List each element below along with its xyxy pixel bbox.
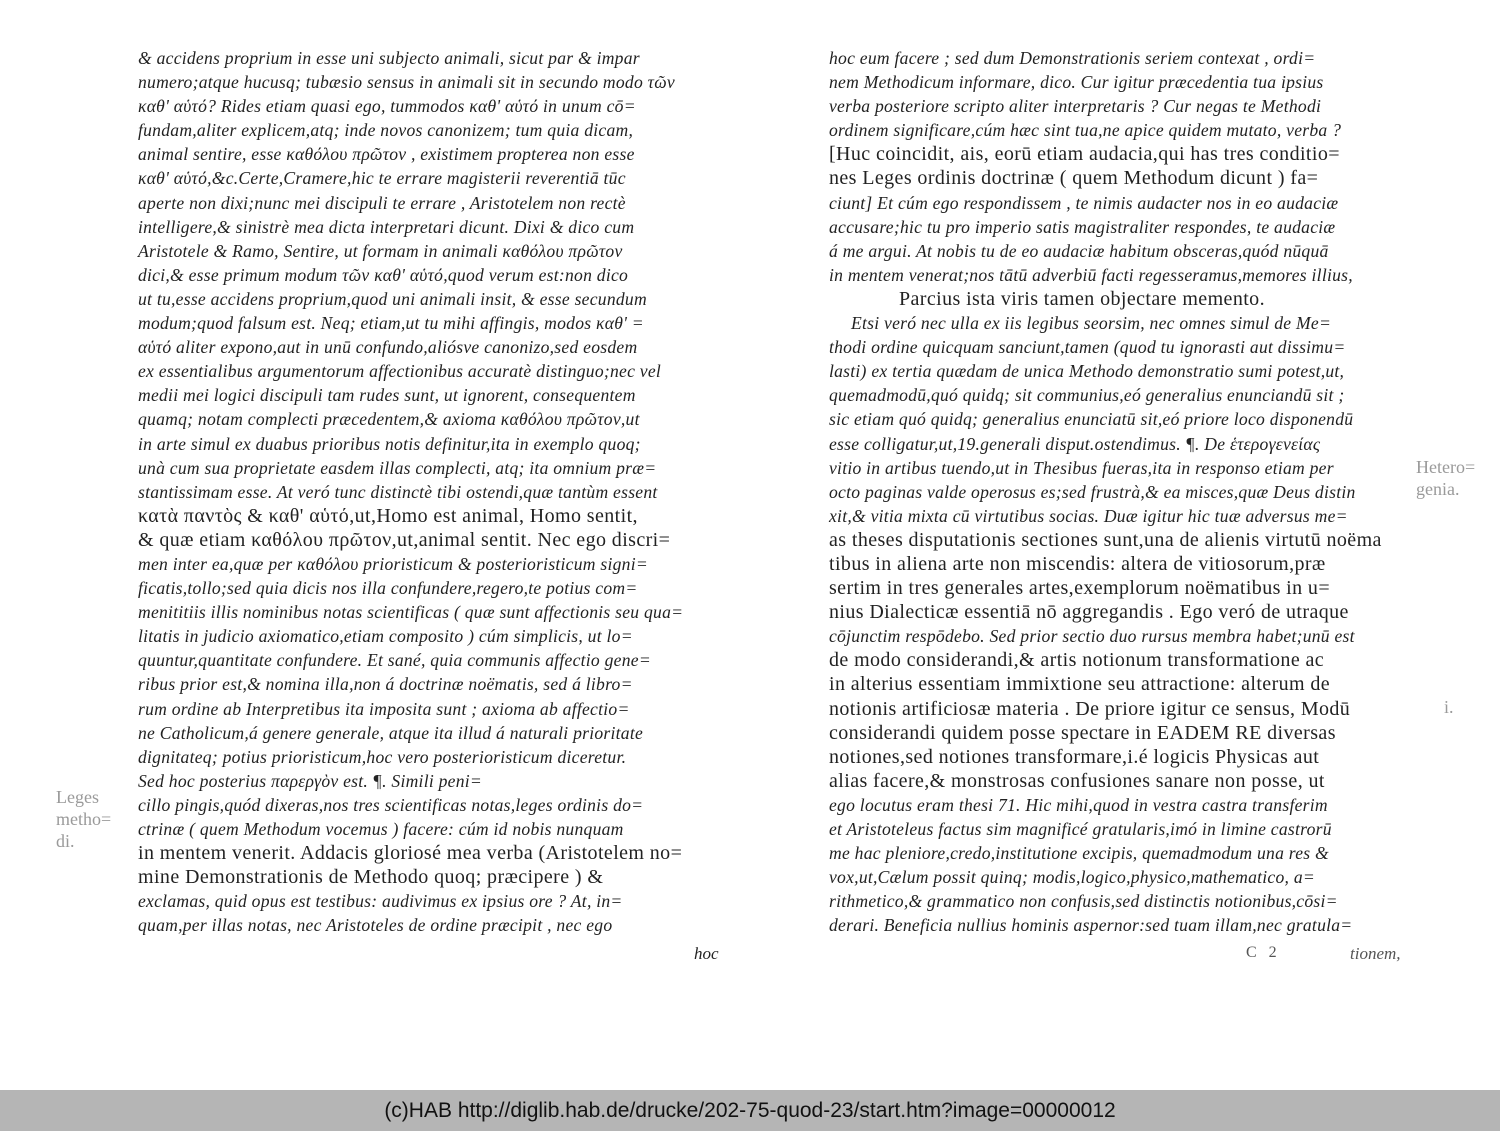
right-page-text-line: de modo considerandi,& artis notionum transformatione ac bbox=[829, 649, 1325, 672]
right-page-text-line: Etsi veró nec ulla ex iis legibus seorsim, nec omnes simul de Me= bbox=[851, 313, 1332, 334]
margin-note-heterogenia: Hetero= genia. bbox=[1416, 457, 1476, 499]
footer-credit-bar bbox=[0, 1090, 1500, 1131]
right-page-text-line: sertim in tres generales artes,exemplorum noëmatibus in u= bbox=[829, 577, 1331, 600]
left-page-text-line: cillo pingis,quód dixeras,nos tres scientificas notas,leges ordinis do= bbox=[138, 794, 644, 815]
left-page-text-line: & accidens proprium in esse uni subjecto animali, sicut par & impar bbox=[138, 48, 640, 68]
left-page-text-line: litatis in judicio axiomatico,etiam composito ) cúm simplicis, ut lo= bbox=[138, 626, 633, 647]
right-page-text-line: xit,& vitia mixta cū virtutibus socias. Duæ igitur hic tuæ adversus me= bbox=[829, 505, 1348, 526]
left-page-text-line: ne Catholicum,á genere generale, atque ita illud á naturali prioritate bbox=[138, 722, 644, 743]
left-page-text-line: men inter ea,quæ per καθόλου prioristicum & posterioristicum signi= bbox=[138, 553, 648, 574]
right-page-text-line: ordinem significare,cúm hæc sint tua,ne apice quidem mutato, verba ? bbox=[829, 120, 1342, 141]
left-page-text-line: ficatis,tollo;sed quia dicis nos illa confundere,regero,te potius com= bbox=[138, 578, 638, 599]
right-page-text-line: sic etiam quó quidq; generalius enunciatū sit,eó priore loco disponendū bbox=[829, 409, 1354, 430]
left-page-text-line: in mentem venerit. Addacis gloriosé mea verba (Aristotelem no= bbox=[138, 842, 683, 865]
left-page-text-line: καθ' αὑτό? Rides etiam quasi ego, tummodos καθ' αὑτό in unum cō= bbox=[138, 96, 636, 117]
right-page-text-line: tibus in aliena arte non miscendis: altera de vitiosorum,præ bbox=[829, 552, 1326, 575]
left-page-text-line: Aristotele & Ramo, Sentire, ut formam in animali καθόλου πρῶτον bbox=[138, 240, 623, 261]
left-page-text-line: numero;atque hucusq; tubæsio sensus in animali sit in secundo modo τῶν bbox=[138, 72, 675, 93]
left-page-text-line: dici,& esse primum modum τῶν καθ' αὑτό,quod verum est:non dico bbox=[138, 264, 629, 285]
footer-credit-text: (c)HAB http://diglib.hab.de/drucke/202-75-quod-23/start.htm?image=00000012 bbox=[384, 1098, 1116, 1122]
left-page-text-line: αὑτό aliter expono,aut in unū confundo,aliósve canonizo,sed eosdem bbox=[138, 337, 638, 358]
right-page-text-line: ciunt] Et cúm ego respondissem , te nimis audacter nos in eo audaciæ bbox=[829, 192, 1339, 213]
right-page-text-line: Parcius ista viris tamen objectare memento. bbox=[899, 287, 1265, 310]
right-page-text-line: esse colligatur,ut,19.generali disput.ostendimus. ¶. De ἑτερογενείας bbox=[829, 433, 1321, 454]
left-page-text-line: κατὰ παντὸς & καθ' αὑτό,ut,Homo est animal, Homo sentit, bbox=[138, 504, 638, 527]
margin-note-leges: Leges metho= di. bbox=[56, 787, 112, 851]
left-page-text-line: dignitateq; potius prioristicum,hoc vero posterioristicum diceretur. bbox=[138, 746, 627, 767]
right-page-text-line: hoc eum facere ; sed dum Demonstrationis seriem contexat , ordi= bbox=[829, 48, 1316, 68]
right-page-text-line: rithmetico,& grammatico non confusis,sed distinctis notionibus,cōsi= bbox=[829, 891, 1338, 912]
left-page-text-line: medii mei logici discipuli tam rudes sunt, ut ignorent, consequentem bbox=[138, 385, 636, 406]
right-page-text-line: [Huc coincidit, ais, eorū etiam audacia,qui has tres conditio= bbox=[829, 143, 1340, 166]
right-catchword: tionem, bbox=[1350, 944, 1401, 963]
right-page-text-line: vox,ut,Cælum possit quinq; modis,logico,physico,mathematico, a= bbox=[829, 867, 1315, 888]
left-page-text-line: intelligere,& sinistrè mea dicta interpretari dicunt. Dixi & dico cum bbox=[138, 216, 635, 237]
right-page-text-line: notionis artificiosæ materia . De priore igitur ce sensus, Modū bbox=[829, 697, 1351, 720]
left-page-text-line: modum;quod falsum est. Neq; etiam,ut tu mihi affingis, modos καθ' = bbox=[138, 313, 644, 334]
left-page-text-line: quam,per illas notas, nec Aristoteles de ordine præcipit , nec ego bbox=[138, 915, 613, 936]
left-page-text-line: stantissimam esse. At veró tunc distinctè tibi ostendi,quæ tantùm essent bbox=[138, 481, 658, 502]
right-page-text-line: as theses disputationis sectiones sunt,una de alienis virtutū noëma bbox=[829, 528, 1382, 551]
right-page-text-line: considerandi quidem posse spectare in EADEM RE diversas bbox=[829, 721, 1336, 744]
right-page-text-line: in alterius essentiam immixtione seu attractione: alterum de bbox=[829, 673, 1331, 696]
right-page-text-line: me hac pleniore,credo,institutione excipis, quemadmodum una res & bbox=[829, 843, 1329, 864]
right-page-text-line: nius Dialecticæ essentiā nō aggregandis . Ego veró de utraque bbox=[829, 601, 1349, 624]
signature-mark: C 2 bbox=[1246, 944, 1281, 961]
right-page-text-line: cōjunctim respōdebo. Sed prior sectio duo rursus membra habet;unū est bbox=[829, 626, 1355, 647]
left-page-text-line: aperte non dixi;nunc mei discipuli te errare , Aristotelem non rectè bbox=[138, 192, 626, 213]
right-page-text-line: derari. Beneficia nullius hominis aspernor:sed tuam illam,nec gratula= bbox=[829, 915, 1353, 936]
right-page-text-line: alias facere,& monstrosas confusiones sanare non posse, ut bbox=[829, 769, 1325, 792]
right-page-text-line: nes Leges ordinis doctrinæ ( quem Methodum dicunt ) fa= bbox=[829, 167, 1319, 190]
left-page-text-line: mine Demonstrationis de Methodo quoq; præcipere ) & bbox=[138, 866, 604, 889]
right-page-text-line: octo paginas valde operosus es;sed frustrà,& ea misces,quæ Deus distin bbox=[829, 481, 1356, 502]
right-page-text bbox=[829, 46, 1415, 937]
left-page-text-line: fundam,aliter explicem,atq; inde novos canonizem; tum quia dicam, bbox=[138, 120, 634, 141]
left-page-text-line: quuntur,quantitate confundere. Et sané, quia communis affectio gene= bbox=[138, 650, 651, 671]
right-page-text-line: et Aristoteleus factus sim magnificé gratularis,imó in limine castrorū bbox=[829, 819, 1332, 839]
left-page-text-line: in arte simul ex duabus prioribus notis definitur,ita in exemplo quoq; bbox=[138, 433, 641, 454]
left-page-text-line: menititiis illis nominibus notas scientificas ( quæ sunt affectionis seu qua= bbox=[138, 602, 684, 623]
right-page-text-line: quemadmodū,quó quidq; sit communius,eó generalius enunciandū sit ; bbox=[829, 385, 1345, 406]
left-page-text-line: & quæ etiam καθόλου πρῶτον,ut,animal sentit. Nec ego discri= bbox=[138, 528, 671, 551]
left-page-text-line: exclamas, quid opus est testibus: audivimus ex ipsius ore ? At, in= bbox=[138, 891, 623, 912]
right-page-text-line: nem Methodicum informare, dico. Cur igitur præcedentia tua ipsius bbox=[829, 72, 1324, 93]
right-page-text-line: lasti) ex tertia quædam de unica Methodo demonstratio sumi potest,ut, bbox=[829, 361, 1345, 382]
left-page-text bbox=[138, 46, 728, 937]
left-catchword: hoc bbox=[694, 944, 719, 963]
left-page-text-line: ut tu,esse accidens proprium,quod uni animali insit, & esse secundum bbox=[138, 288, 647, 309]
left-page-text-line: animal sentire, esse καθόλου πρῶτον , existimem propterea non esse bbox=[138, 144, 635, 165]
right-page-text-line: notiones,sed notiones transformare,i.é logicis Physicas aut bbox=[829, 745, 1320, 768]
left-page-text-line: quamq; notam complecti præcedentem,& axioma καθόλου πρῶτον,ut bbox=[138, 409, 640, 430]
left-page-text-line: unà cum sua proprietate easdem illas complecti, atq; ita omnium præ= bbox=[138, 457, 657, 478]
left-page-text-line: rum ordine ab Interpretibus ita imposita sunt ; axioma ab affectio= bbox=[138, 698, 630, 719]
right-page-text-line: thodi ordine quicquam sanciunt,tamen (quod tu ignorasti aut dissimu= bbox=[829, 337, 1346, 358]
left-page-text-line: Sed hoc posterius παρεργὸν est. ¶. Simili peni= bbox=[138, 770, 483, 791]
left-page-text-line: ex essentialibus argumentorum affectionibus accuratè distinguo;nec vel bbox=[138, 361, 662, 382]
margin-note-i: i. bbox=[1444, 697, 1454, 717]
right-page-text-line: verba posteriore scripto aliter interpretaris ? Cur negas te Methodi bbox=[829, 96, 1322, 117]
left-page-text-line: ribus prior est,& nomina illa,non á doctrinæ noëmatis, sed á libro= bbox=[138, 674, 633, 695]
left-page-text-line: ctrinæ ( quem Methodum vocemus ) facere: cúm id nobis nunquam bbox=[138, 819, 624, 839]
right-page-text-line: vitio in artibus tuendo,ut in Thesibus fueras,ita in responso etiam per bbox=[829, 457, 1334, 478]
right-page-text-line: accusare;hic tu pro imperio satis magistraliter respondes, te audaciæ bbox=[829, 216, 1336, 237]
left-page-text-line: καθ' αὑτό,&c.Certe,Cramere,hic te errare magisterii reverentiā tūc bbox=[138, 168, 626, 189]
right-page-text-line: in mentem venerat;nos tātū adverbiū facti regesseramus,memores illius, bbox=[829, 264, 1353, 285]
right-page-text-line: á me argui. At nobis tu de eo audaciæ habitum obsceras,quód nūquā bbox=[829, 240, 1329, 261]
right-page-text-line: ego locutus eram thesi 71. Hic mihi,quod in vestra castra transferim bbox=[829, 794, 1328, 815]
